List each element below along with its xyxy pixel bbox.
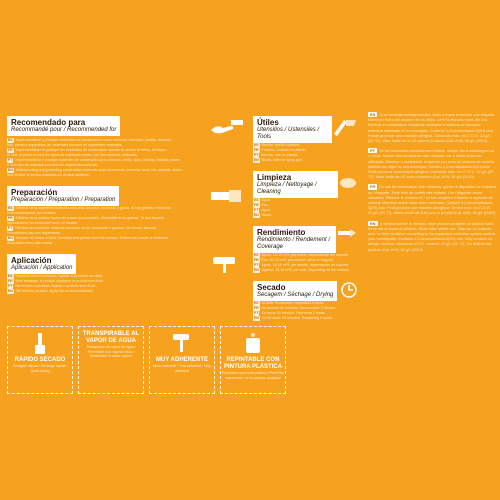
text-line: [253, 158, 358, 163]
line-text: Waterproofing and protecting construction materials such as cement, concrete, brick, tile, ceramic, stone: [15, 168, 182, 172]
line-text: recondicioná-las com argamassa.: [7, 231, 61, 235]
line-text: Env. 10-15 m²/L par couche, selon le support.: [261, 258, 334, 262]
section-subtitle: Rendimiento / Rendement / Coverage: [257, 237, 331, 250]
section-rendimiento: [253, 226, 358, 273]
lang-tag: ES: [254, 198, 259, 202]
badge-title: TRANSPIRABLE AL VAPOR DE AGUA: [82, 331, 140, 344]
lang-code: FR: [370, 184, 376, 190]
title-box: [253, 281, 337, 301]
line-text: Éliminer de la surface toutes les traces de poussière, d'humidité et de graisse. Si des fissures: [15, 216, 165, 220]
line-text: Ao toque 30 minutos. Repintura 2 horas.: [261, 311, 326, 315]
hand-brush-icon: [207, 116, 247, 138]
line-text: recondition them with mortar.: [7, 241, 54, 245]
section-subtitle: Utensilios / Ustensiles / Tools: [257, 127, 320, 140]
paint-can-icon: [240, 331, 266, 357]
line-text: e todo tipo de materiais porosos em superfícies verticais.: [7, 163, 98, 167]
line-text: Aprox. 10-15 m²/L por demão, dependendo do suporte.: [261, 263, 350, 267]
lang-tag: ES: [8, 206, 13, 210]
title-box: [253, 171, 338, 198]
title-box: [7, 116, 120, 136]
left-column: [7, 116, 247, 302]
right-column: [368, 112, 496, 257]
lang-tag: PT: [254, 311, 259, 315]
lang-tag: EN: [8, 289, 13, 293]
section-subtitle: Limpieza / Nettoyage / Cleaning: [257, 182, 317, 195]
safety-text: [368, 221, 496, 253]
lang-tag: EN: [254, 158, 259, 162]
section-title: Rendimiento: [257, 228, 306, 237]
section-preparacion: [7, 186, 247, 246]
lang-code: ES: [370, 112, 376, 117]
section-title: Preparación: [11, 188, 58, 197]
badge-breathable: [78, 326, 144, 394]
lang-tag: ES: [8, 274, 13, 278]
section-subtitle: Preparación / Préparation / Preparation: [11, 197, 116, 203]
title-box: [253, 226, 336, 253]
text-line: [7, 241, 247, 246]
paint-brush-icon: [27, 331, 53, 357]
line-text: Pinceau, rouleau ou pistolet.: [261, 148, 307, 152]
line-text: Bien mélanger le produit. Appliquer le produit non dilué.: [15, 279, 104, 283]
badge-title: REPINTABLE CON PINTURA PLÁSTICA: [223, 357, 283, 370]
line-text: Au toucher 30 minutes. Recouvrable 2 heures.: [261, 306, 336, 310]
section-subtitle: Secagem / Séchage / Drying: [257, 292, 334, 298]
line-text: apparaissent, les reboucher avec du mortier.: [7, 221, 78, 225]
lang-tag: EN: [254, 213, 259, 217]
top-band: [0, 0, 500, 104]
lang-tag: FR: [8, 279, 13, 283]
lang-tag: EN: [254, 316, 259, 320]
cleaning-icon: [338, 171, 358, 191]
section-title: Limpieza: [257, 173, 292, 182]
safety-body: En cas de consultation d'un médecin, garder à disposition le récipient ou l'étiquette. Tenir hors de portée des enfants. Lire l'étiquette avant utilisation. Éliminer le contenu et / ou son récipient à travers le système de collecte sélective activé dans votre commune. Contient 1,2-benzisothiazol-3(2H)-one. Peut produire une réaction allergique. Teneur max. en C.O.V.: 22 g/L (20 °C). Valeur limite de l'UE pour le produit (Cat. A/H): 30 g/L (2010): [368, 185, 496, 216]
section-title: Aplicación: [11, 256, 52, 265]
text-line: [253, 213, 358, 218]
line-text: Agua.: [261, 198, 271, 202]
lang-tag: PT: [254, 153, 259, 157]
badge-subtitle: Transpirável ao vapor de água / Perméable à la vapeur d'eau / Breathable to water vapour: [86, 345, 136, 358]
line-text: Mexer bem o produto. Aplicar o produto sem diluir.: [15, 284, 96, 288]
line-text: Eliminar da superfície todas as manchas de pó, humidade e gordura. Se houver fissuras,: [15, 226, 157, 230]
roller-hand-icon: [169, 331, 195, 357]
section-limpieza: [253, 171, 358, 218]
lang-tag: FR: [8, 216, 13, 220]
text-line: [253, 316, 358, 321]
line-text: Stir well the product. Apply the product undiluted.: [15, 289, 94, 293]
section-subtitle: Aplicación / Application: [11, 265, 73, 271]
line-text: Imperméabiliser et protéger les matériaux de construction comme le ciment, le béton, la brique,: [15, 148, 167, 152]
lang-tag: ES: [254, 301, 259, 305]
lang-code: PT: [370, 148, 376, 154]
safety-body: If medical advice is needed, have product container or label at hand. Keep out of reach of children. Read label before use. Dispose of contents and / or their container according to the separated collection system used in your municipality. Contains 1,2-benzisothiazol-3(2H)-one. May produce an allergic reaction. Maximum V.O.C. content: 22 g/L (20 °C). EU limit for the product (Cat. A/H): 30 g/L (2010): [368, 221, 496, 252]
lang-tag: ES: [8, 138, 13, 142]
badge-repaintable: [220, 326, 286, 394]
safety-body: Se for necessário consultar um médico, mostre-lhe a embalagem ou o rótulo. Manter fora do alcance das crianças. Ler o rótulo antes da utilização. Eliminar o conteúdo/o recipiente por meio do sistema de recolha seletiva em vigor no seu município. Contém 1,2-benzisotiazol-3(2H)-ona. Pode provocar uma reação alérgica. Conteúdo máx. em C.O.V.: 22 g/L (20 °C). Valor limite da UE para o produto (Cat. A/H): 30 g/L (2010): [368, 149, 495, 180]
title-box: [7, 254, 76, 274]
badge-subtitle: Muito aderente / Très adhérent / Very adherent: [153, 364, 211, 373]
badge-subtitle: Repintável com tinta plástica / Peut être repeint avec de la peinture plastique: [222, 371, 284, 380]
lang-tag: FR: [8, 148, 13, 152]
lang-tag: FR: [254, 203, 259, 207]
line-text: Aprox. 10-15 m²/L por mano, dependiendo del soporte.: [261, 253, 349, 257]
title-box: [253, 116, 332, 143]
middle-column: [253, 116, 358, 329]
lang-tag: EN: [254, 268, 259, 272]
line-text: Água.: [261, 208, 271, 212]
line-text: Al tacto 30 minutos. Repintado 2 horas.: [261, 301, 325, 305]
safety-body: Si se necesita consejo médico, tener a mano el envase o la etiqueta. Mantener fuera del alcance de los niños. Leer la etiqueta antes del uso. Eliminar el contenido/el recipiente mediante el sistema de recogida selectiva habilitado en su municipio. Contiene 1,2-benzisotiazol-3(2H)-ona. Puede provocar una reacción alérgica. Contenido máx. en C.O.V.: 22 g/L (20 °C). Valor límite de la UE para el producto (Cat. A/H): 30 g/L (2010): [368, 113, 496, 144]
lang-tag: PT: [254, 263, 259, 267]
section-aplicacion: [7, 254, 247, 294]
lang-tag: FR: [254, 148, 259, 152]
text-line: [7, 289, 247, 294]
brush-icon: [336, 226, 358, 240]
line-text: teja, piedra y superficies de materiales porosos en superficies verticales.: [7, 143, 123, 147]
tools-icon: [332, 116, 358, 136]
line-text: Remove all traces of dust, humidity and grease from the surface. If there are cracks or fractures,: [15, 236, 169, 240]
line-text: reacondicionarlas con mortero.: [7, 211, 57, 215]
line-text: Approx. 10-15 m²/L per coat, depending on the surface.: [261, 268, 350, 272]
section-utiles: [253, 116, 358, 163]
scraper-icon: [207, 186, 247, 206]
line-text: Impermeabilizar y proteger materiales de construcción como cemento, hormigón, ladrillo, baldosa,: [15, 138, 172, 142]
text-line: [7, 173, 247, 178]
lang-tag: PT: [8, 158, 13, 162]
line-text: Brocha, rodillo o pistola.: [261, 143, 300, 147]
line-text: Brush, roller or spray gun.: [261, 158, 304, 162]
line-text: and all kind of porous materials on vertical surfaces.: [7, 173, 90, 177]
line-text: Remover bien el producto. Aplicar el producto sin diluir.: [15, 274, 104, 278]
badge-quick-drying: [7, 326, 73, 394]
lang-tag: EN: [8, 236, 13, 240]
lang-tag: PT: [8, 226, 13, 230]
badge-adherent: [149, 326, 215, 394]
line-text: Water.: [261, 213, 272, 217]
lang-tag: EN: [8, 168, 13, 172]
lang-tag: ES: [254, 253, 259, 257]
safety-text: [368, 184, 496, 216]
paint-roller-icon: [207, 254, 247, 274]
safety-text: [368, 112, 496, 144]
title-box: [7, 186, 119, 206]
clock-icon: [340, 281, 358, 299]
lang-tag: ES: [254, 143, 259, 147]
feature-badges: [7, 326, 357, 406]
text-line: [253, 268, 358, 273]
section-title: Útiles: [257, 118, 279, 127]
section-secado: [253, 281, 358, 321]
line-text: To the touch 30 minutes. Repainting 2 hours.: [261, 316, 334, 320]
line-text: Eliminar de la superficie todas las manchas de polvo, humedad y grasa. Si hay grietas o fracturas: [15, 206, 171, 210]
line-text: Brocha, rolo ou pistola.: [261, 153, 299, 157]
section-title: Recomendado para: [11, 118, 86, 127]
lang-tag: FR: [254, 258, 259, 262]
badge-title: RÁPIDO SECADO: [14, 357, 66, 363]
line-text: la tuile, la pierre et tous les types de matériaux poreux sur des surfaces verticales.: [7, 153, 138, 157]
lang-tag: FR: [254, 306, 259, 310]
recomendado-lines: [7, 138, 247, 178]
section-subtitle: Recommandé pour / Recommended for: [11, 127, 117, 133]
badge-subtitle: Secagem rápida / Séchage rapide / Quick drying: [12, 364, 68, 373]
safety-text: [368, 148, 496, 180]
lang-tag: PT: [8, 284, 13, 288]
lang-tag: PT: [254, 208, 259, 212]
line-text: Impermeabilizar e proteger materiais de construção como cimento, betão, tijolo, azulejo, telhado, pedra: [15, 158, 180, 162]
badge-title: MUY ADHERENTE: [155, 357, 208, 363]
section-title: Secado: [257, 283, 286, 292]
line-text: Eau.: [261, 203, 269, 207]
section-recomendado: [7, 116, 247, 178]
lang-code: EN: [370, 220, 376, 226]
